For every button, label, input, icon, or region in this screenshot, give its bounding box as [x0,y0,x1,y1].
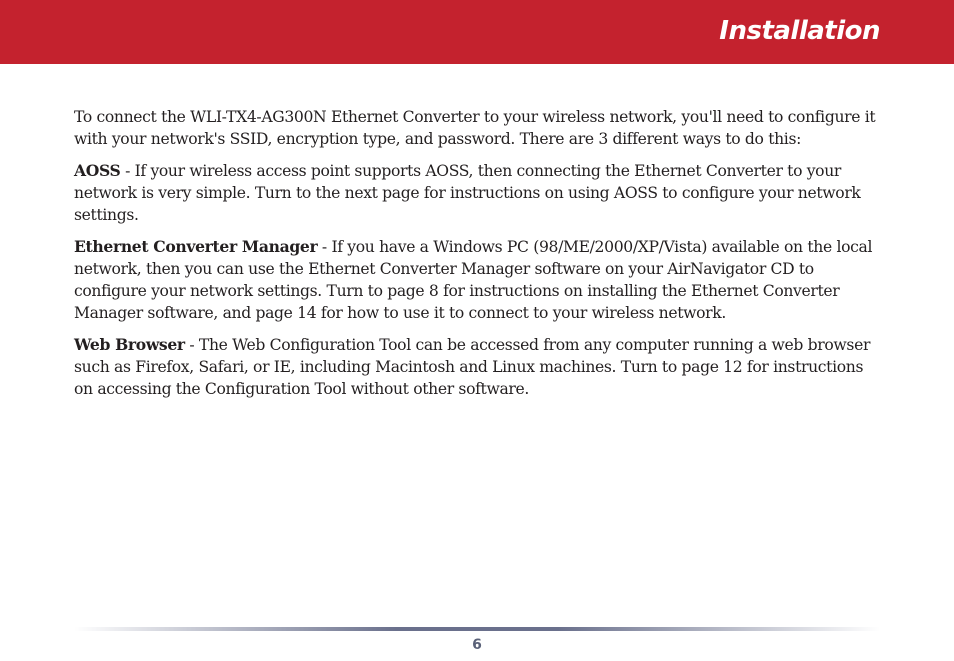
intro-paragraph: To connect the WLI-TX4-AG300N Ethernet Converter to your wireless network, you'll need to configure it with your network's SSID, encryption type, and password. There are 3 different ways to do this: [74,108,876,148]
method-description: - If your wireless access point supports AOSS, then connecting the Ethernet Converter to your network is very simple. Turn to the next page for instructions on using AOSS to configure your network settings. [74,162,861,224]
method-description: - The Web Configuration Tool can be accessed from any computer running a web browser such as Firefox, Safari, or IE, including Macintosh and Linux machines. Turn to page 12 for instructions on accessing the Configuration Tool without other software. [74,336,871,398]
method-web-browser [74,334,882,400]
method-term: Web Browser [74,335,185,354]
footer-rule [74,627,880,631]
method-term: AOSS [74,161,121,180]
page-title: Installation [719,16,880,46]
body-content [74,106,882,410]
page-number: 6 [472,637,482,653]
method-description: - If you have a Windows PC (98/ME/2000/XP/Vista) available on the local network, then you can use the Ethernet Converter Manager software on your AirNavigator CD to configure your network settings. Turn to page 8 for instructions on installing the Ethernet Converter Manager software, and page 14 for how to use it to connect to your wireless network. [74,238,873,322]
header-band [0,0,954,64]
method-aoss [74,160,882,226]
method-term: Ethernet Converter Manager [74,237,318,256]
method-ethernet-converter-manager [74,236,882,324]
